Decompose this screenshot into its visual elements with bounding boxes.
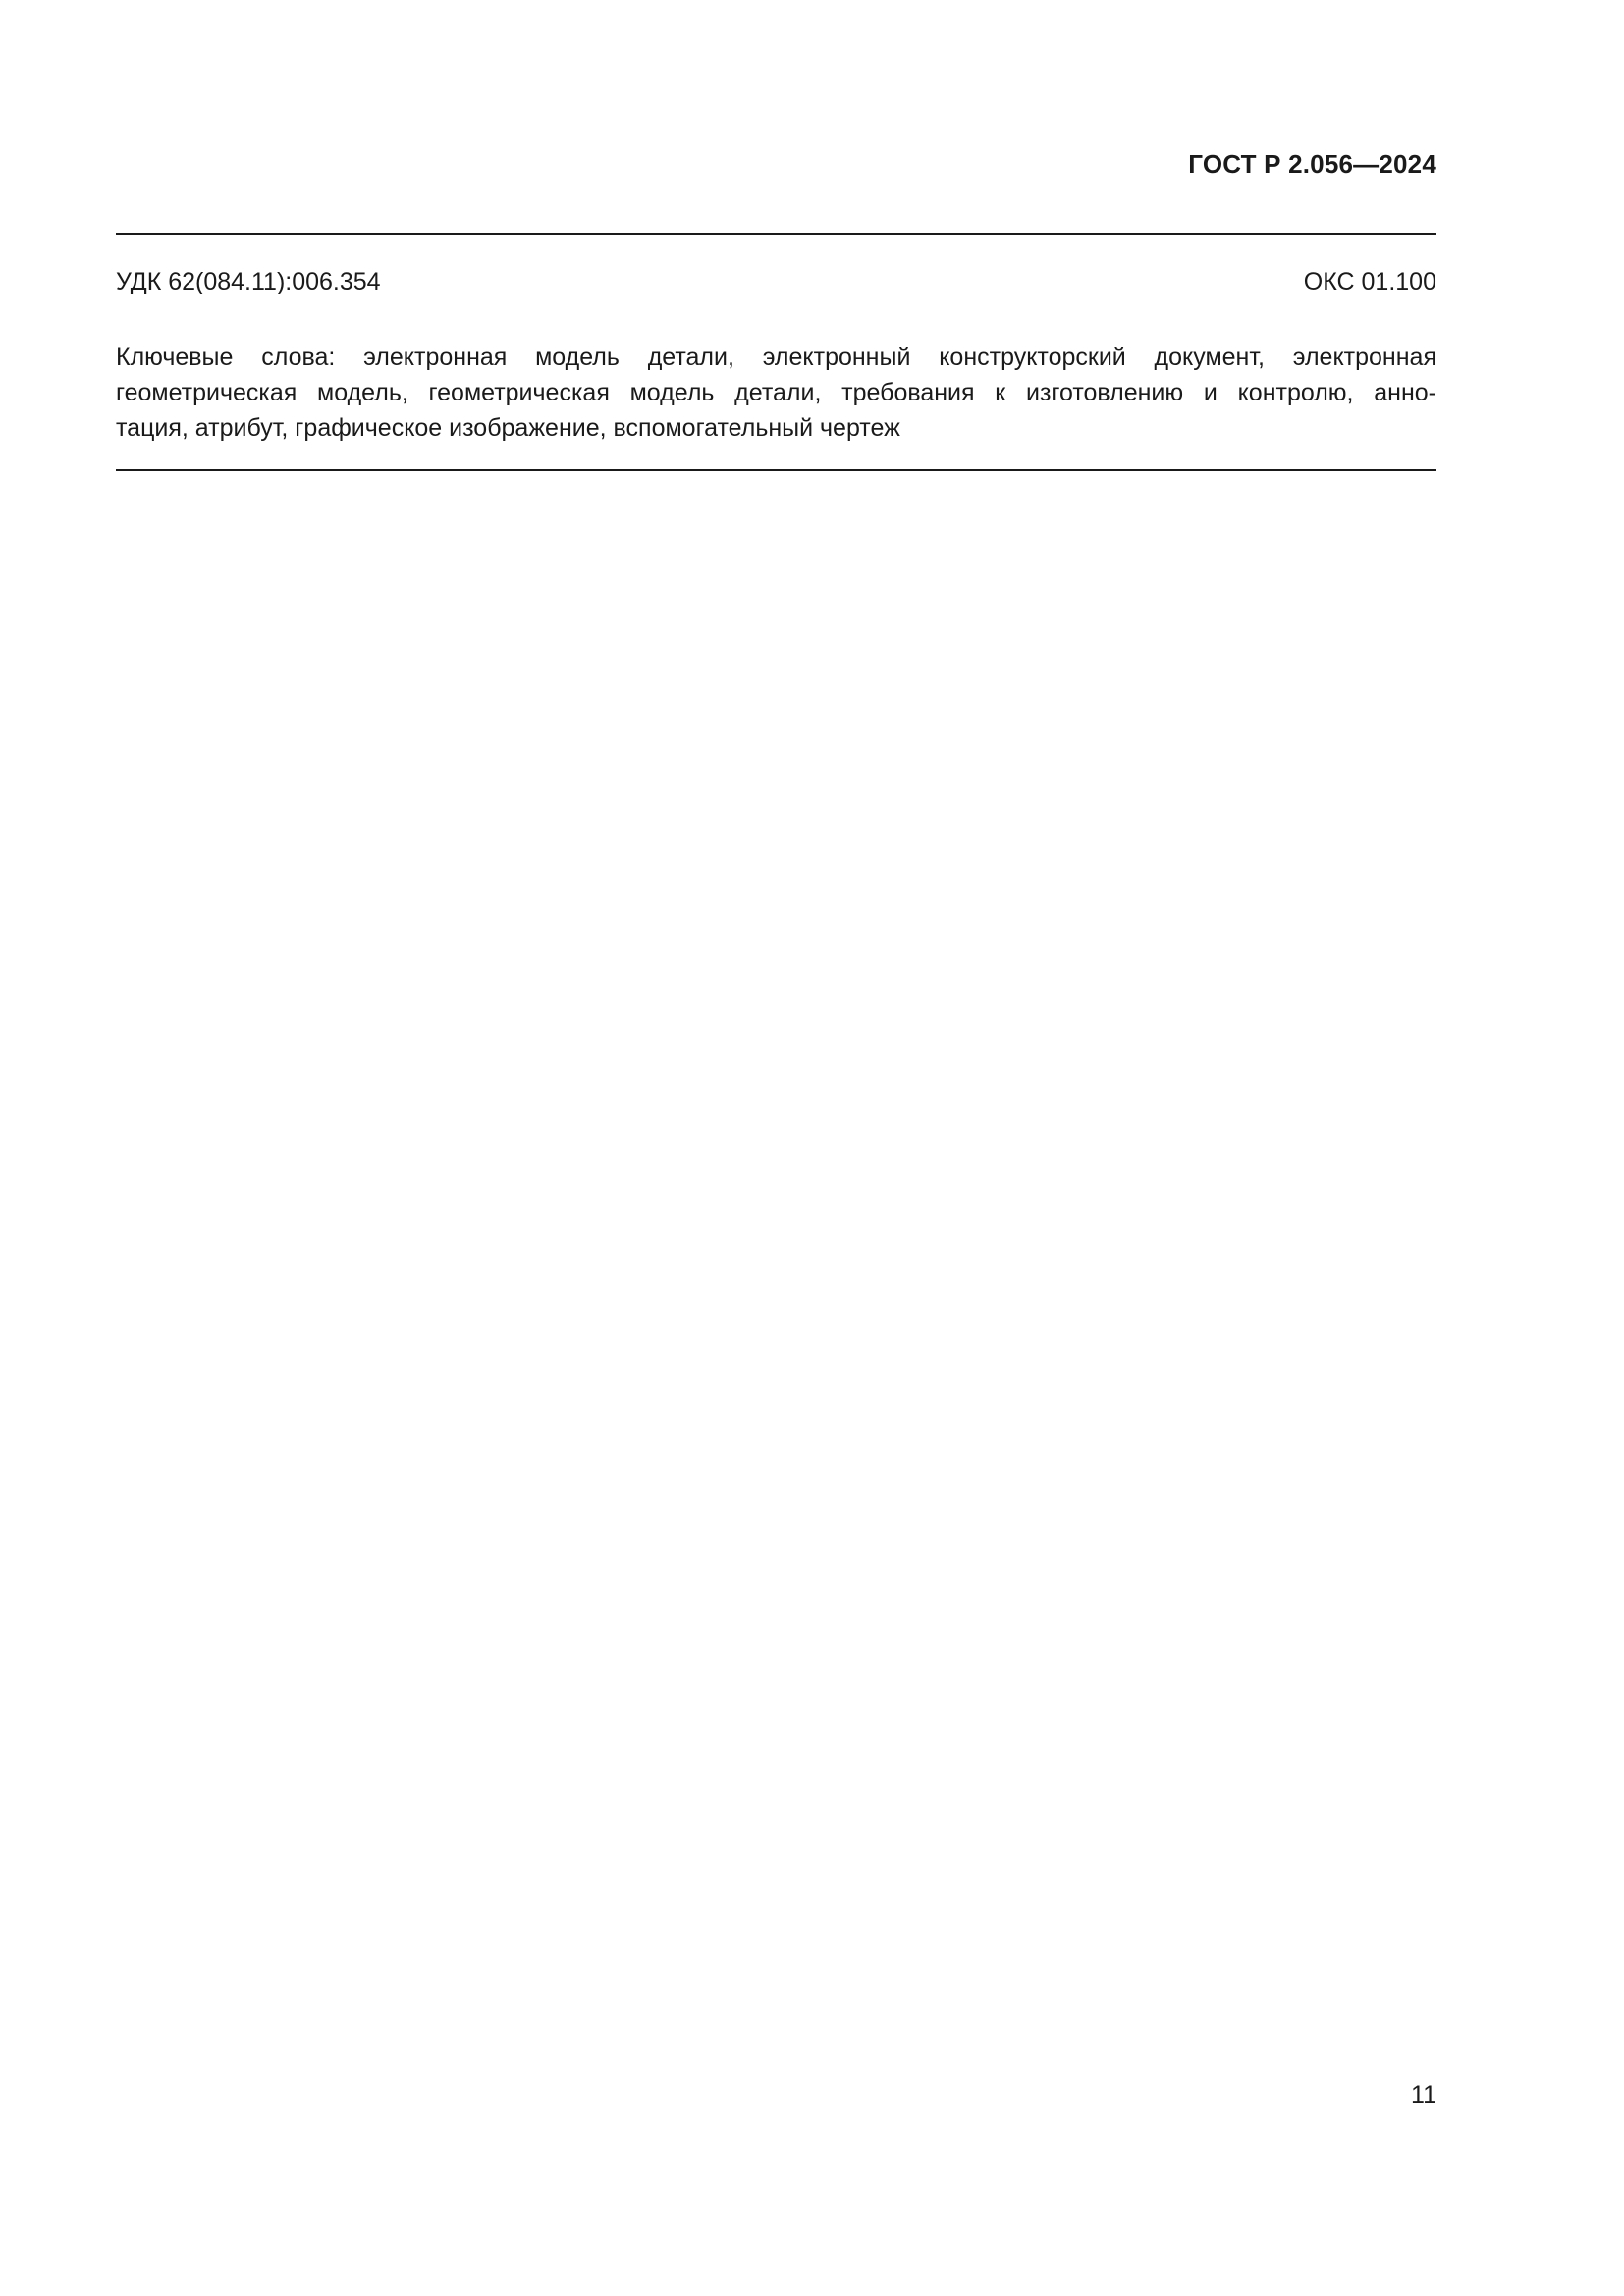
udk-code: УДК 62(084.11):006.354 — [116, 268, 381, 295]
keywords-line: тация, атрибут, графическое изображение, вспомогательный чертеж — [116, 414, 900, 442]
page-number: 11 — [1411, 2081, 1436, 2109]
keywords-line: Ключевые слова: электронная модель детали, электронный конструкторский документ, электронная — [116, 344, 1436, 371]
oks-code: ОКС 01.100 — [1303, 268, 1436, 295]
top-divider — [116, 233, 1436, 235]
bottom-divider — [116, 469, 1436, 471]
keywords-line: геометрическая модель, геометрическая модель детали, требования к изготовлению и контролю, анно- — [116, 379, 1436, 406]
keywords-paragraph — [116, 340, 1436, 446]
document-code: ГОСТ Р 2.056—2024 — [1188, 149, 1436, 179]
